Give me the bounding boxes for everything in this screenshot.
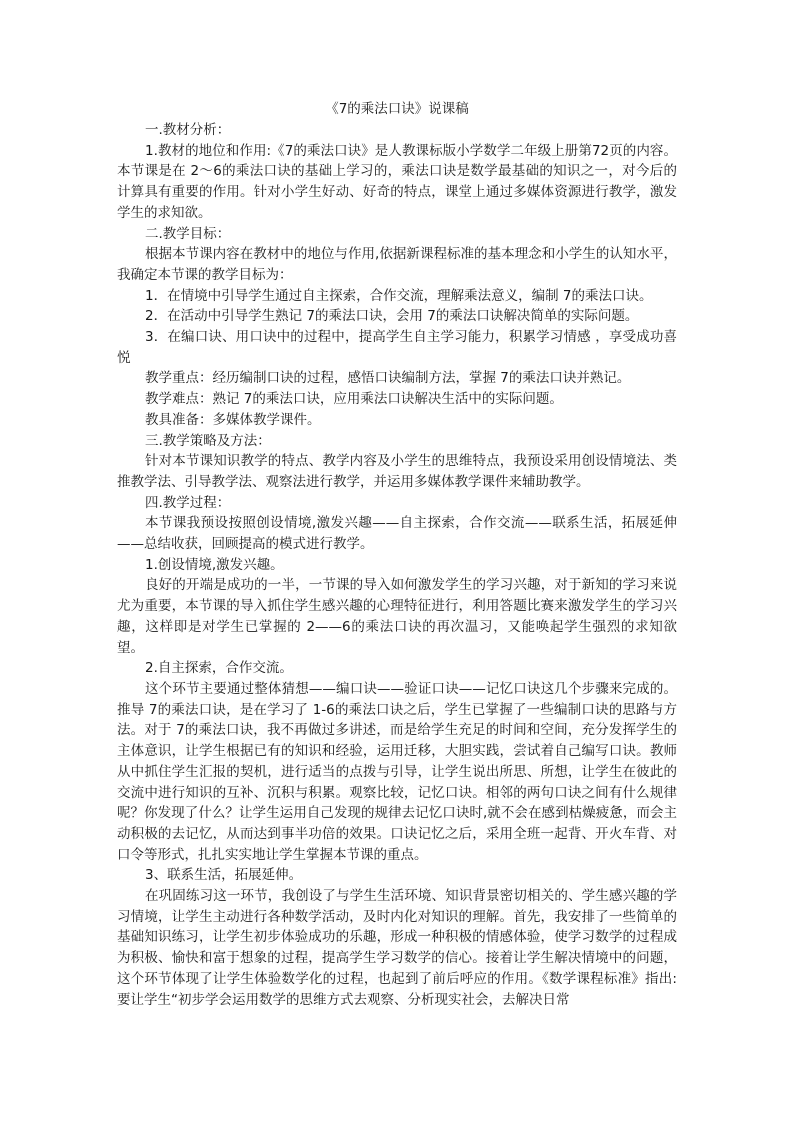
subheading-step-3: 3、联系生活，拓展延伸。 bbox=[145, 867, 303, 884]
document-body bbox=[117, 99, 677, 1010]
paragraph-step-1: 良好的开端是成功的一半，一节课的导入如何激发学生的学习兴趣，对于新知的学习来说尤为重要，本节课的导入抓住学生感兴趣的心理特征进行，利用答题比赛来激发学生的学习兴趣，这样即是对学生已掌握的 2——6的乘法口诀的再次温习，又能唤起学生强烈的求知欲望。 bbox=[117, 577, 677, 656]
goal-item-2: 2．在活动中引导学生熟记 7的乘法口诀，会用 7的乘法口诀解决简单的实际问题。 bbox=[145, 308, 639, 325]
goal-item-3: 3．在编口诀、用口诀中的过程中，提高学生自主学习能力，积累学习情感 ，享受成功喜悦 bbox=[117, 329, 677, 366]
section-heading-teaching-goals: 二.教学目标： bbox=[145, 225, 231, 242]
paragraph-goals-intro: 根据本节课内容在教材中的地位与作用,依据新课程标准的基本理念和小学生的认知水平，我确定本节课的教学目标为： bbox=[117, 246, 677, 283]
teaching-aids: 教具准备：多媒体教学课件。 bbox=[145, 411, 321, 428]
section-heading-process: 四.教学过程： bbox=[145, 494, 231, 511]
teaching-key-point: 教学重点：经历编制口诀的过程，感悟口诀编制方法，掌握 7的乘法口诀并熟记。 bbox=[145, 370, 631, 387]
section-heading-textbook-analysis: 一.教材分析： bbox=[145, 122, 231, 138]
subheading-step-1: 1.创设情境,激发兴趣。 bbox=[145, 556, 284, 573]
goal-item-1: 1．在情境中引导学生通过自主探索，合作交流，理解乘法意义，编制 7的乘法口诀。 bbox=[145, 287, 653, 304]
paragraph-process-intro: 本节课我预设按照创设情境,激发兴趣——自主探索，合作交流——联系生活，拓展延伸——总结收获，回顾提高的模式进行教学。 bbox=[117, 515, 677, 553]
document-title: 《7的乘法口诀》说课稿 bbox=[325, 101, 469, 117]
paragraph-textbook-position: 1.教材的地位和作用:《7的乘法口诀》是人教课标版小学数学二年级上册第72页的内容。本节课是在 2～6的乘法口诀的基础上学习的，乘法口诀是数学最基础的知识之一，对今后的计算具有重要的作用。针对小学生好动、好奇的特点，课堂上通过多媒体资源进行教学，激发学生的求知欲。 bbox=[117, 142, 677, 221]
paragraph-strategy: 针对本节课知识教学的特点、教学内容及小学生的思维特点，我预设采用创设情境法、类推教学法、引导教学法、观察法进行教学，并运用多媒体教学课件来辅助教学。 bbox=[117, 453, 677, 490]
subheading-step-2: 2.自主探索，合作交流。 bbox=[145, 660, 293, 677]
paragraph-step-2: 这个环节主要通过整体猜想——编口诀——验证口诀——记忆口诀这几个步骤来完成的。 推导 7的乘法口诀，是在学习了 1-6的乘法口诀之后，学生已掌握了一些编制口诀的思路与方法。对于 7的乘法口诀，我不再做过多讲述，而是给学生充足的时间和空间，充分发挥学生的主体意识，让学生根据已有的知识和经验，运用迁移，大胆实践，尝试着自己编写口诀。教师从中抓住学生汇报的契机，进行适当的点拨与引导，让学生说出所思、所想，让学生在彼此的交流中进行知识的互补、沉积与积累。观察比较，记忆口诀。相邻的两句口诀之间有什么规律呢？你发现了什么？让学生运用自己发现的规律去记忆口诀时,就不会在感到枯燥疲惫，而会主动积极的去记忆，从而达到事半功倍的效果。口诀记忆之后，采用全班一起背、开火车背、对口令等形式，扎扎实实地让学生掌握本节课的重点。 bbox=[117, 680, 677, 863]
section-heading-strategy: 三.教学策略及方法： bbox=[145, 432, 271, 449]
paragraph-step-3: 在巩固练习这一环节，我创设了与学生生活环境、知识背景密切相关的、学生感兴趣的学习情境，让学生主动进行各种数学活动，及时内化对知识的理解。首先，我安排了一些简单的基础知识练习，让学生初步体验成功的乐趣，形成一种积极的情感体验，使学习数学的过程成为积极、愉快和富于想象的过程，提高学生学习数学的信心。接着让学生解决情境中的问题，这个环节体现了让学生体验数学化的过程，也起到了前后呼应的作用。《数学课程标准》指出: 要让学生“初步学会运用数学的思维方式去观察、分析现实社会，去解决日常 bbox=[117, 888, 677, 1008]
teaching-difficulty: 教学难点：熟记 7的乘法口诀，应用乘法口诀解决生活中的实际问题。 bbox=[145, 391, 563, 408]
